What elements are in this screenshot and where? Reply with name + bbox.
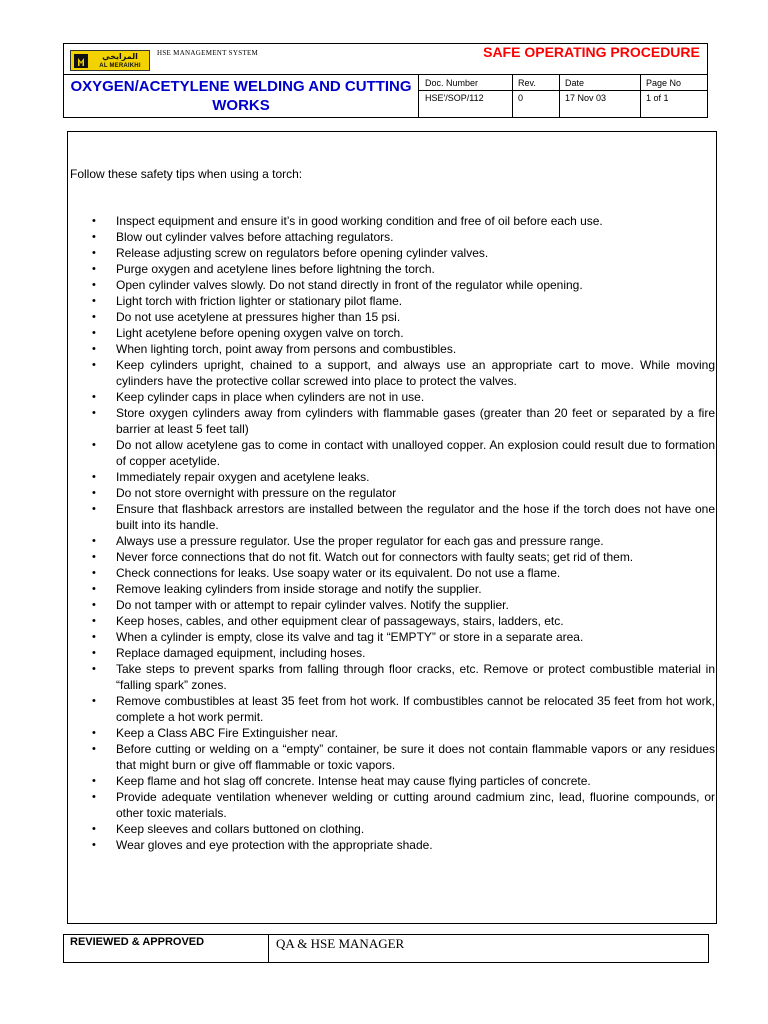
bullet-icon: •	[92, 311, 96, 323]
tip-text: Take steps to prevent sparks from falling through floor cracks, etc. Remove or protect combustible material in “falling spark” zones.	[116, 662, 715, 692]
list-item	[68, 725, 715, 741]
logo-m-icon	[74, 54, 88, 68]
bullet-icon: •	[92, 663, 96, 675]
page-no-value: 1 of 1	[646, 93, 669, 103]
list-item	[68, 549, 715, 565]
sop-title: SAFE OPERATING PROCEDURE	[483, 44, 700, 60]
tip-text: When lighting torch, point away from persons and combustibles.	[116, 342, 457, 356]
bullet-icon: •	[92, 263, 96, 275]
list-item	[68, 389, 715, 405]
bullet-icon: •	[92, 743, 96, 755]
bullet-icon: •	[92, 407, 96, 419]
bullet-icon: •	[92, 215, 96, 227]
intro-text: Follow these safety tips when using a torch:	[70, 167, 303, 181]
list-item	[68, 613, 715, 629]
bullet-icon: •	[92, 695, 96, 707]
list-item	[68, 229, 715, 245]
tip-text: Light torch with friction lighter or stationary pilot flame.	[116, 294, 403, 308]
bullet-icon: •	[92, 487, 96, 499]
list-item	[68, 645, 715, 661]
bullet-icon: •	[92, 343, 96, 355]
tip-text: Before cutting or welding on a “empty” container, be sure it does not contain flammable vapors or any residues that might burn or give off flammable or toxic vapors.	[116, 742, 715, 772]
tip-text: Never force connections that do not fit. Watch out for connectors with faulty seats; get rid of them.	[116, 550, 634, 564]
tip-text: Open cylinder valves slowly. Do not stand directly in front of the regulator while opening.	[116, 278, 583, 292]
management-system-label: HSE MANAGEMENT SYSTEM	[157, 49, 259, 57]
list-item	[68, 821, 715, 837]
bullet-icon: •	[92, 599, 96, 611]
date-label: Date	[565, 78, 585, 88]
list-item	[68, 437, 715, 469]
bullet-icon: •	[92, 583, 96, 595]
meta-divider-horizontal	[418, 90, 707, 91]
bullet-icon: •	[92, 247, 96, 259]
approver-role: QA & HSE MANAGER	[276, 936, 405, 951]
bullet-icon: •	[92, 535, 96, 547]
tip-text: Do not allow acetylene gas to come in contact with unalloyed copper. An explosion could result due to formation of copper acetylide.	[116, 438, 715, 468]
bullet-icon: •	[92, 439, 96, 451]
bullet-icon: •	[92, 727, 96, 739]
bullet-icon: •	[92, 615, 96, 627]
tip-text: Release adjusting screw on regulators before opening cylinder valves.	[116, 246, 489, 260]
tip-text: Do not use acetylene at pressures higher than 15 psi.	[116, 310, 401, 324]
header-divider-horizontal	[64, 74, 707, 75]
tip-text: Keep sleeves and collars buttoned on clothing.	[116, 822, 365, 836]
tip-text: Remove leaking cylinders from inside storage and notify the supplier.	[116, 582, 482, 596]
bullet-icon: •	[92, 503, 96, 515]
tip-text: Keep cylinders upright, chained to a support, and always use an appropriate cart to move. While moving cylinders have the protective collar screwed into place to protect the valves.	[116, 358, 715, 388]
list-item	[68, 405, 715, 437]
reviewed-approved-label: REVIEWED & APPROVED	[70, 936, 205, 948]
list-item	[68, 469, 715, 485]
page-no-label: Page No	[646, 78, 682, 88]
list-item	[68, 341, 715, 357]
bullet-icon: •	[92, 647, 96, 659]
list-item	[68, 661, 715, 693]
list-item	[68, 325, 715, 341]
tip-text: Keep a Class ABC Fire Extinguisher near.	[116, 726, 339, 740]
bullet-icon: •	[92, 567, 96, 579]
list-item	[68, 693, 715, 725]
rev-value: 0	[518, 93, 524, 103]
doc-number-value: HSE'/SOP/112	[425, 93, 484, 103]
tip-text: Keep cylinder caps in place when cylinders are not in use.	[116, 390, 425, 404]
list-item	[68, 581, 715, 597]
list-item	[68, 533, 715, 549]
bullet-icon: •	[92, 823, 96, 835]
meta-divider-vertical	[640, 74, 641, 117]
logo-arabic-text: المرايخي	[102, 52, 138, 61]
bullet-icon: •	[92, 359, 96, 371]
tip-text: Keep hoses, cables, and other equipment clear of passageways, stairs, ladders, etc.	[116, 614, 564, 628]
document-title: OXYGEN/ACETYLENE WELDING AND CUTTING WORKS	[70, 78, 412, 114]
list-item	[68, 293, 715, 309]
approval-footer	[63, 934, 709, 963]
list-item	[68, 789, 715, 821]
list-item	[68, 741, 715, 773]
list-item	[68, 629, 715, 645]
tip-text: Keep flame and hot slag off concrete. Intense heat may cause flying particles of concrete.	[116, 774, 591, 788]
bullet-icon: •	[92, 279, 96, 291]
bullet-icon: •	[92, 391, 96, 403]
date-value: 17 Nov 03	[565, 93, 607, 103]
tip-text: Do not store overnight with pressure on the regulator	[116, 486, 397, 500]
procedure-body	[67, 131, 717, 924]
tip-text: Replace damaged equipment, including hoses.	[116, 646, 366, 660]
tip-text: Provide adequate ventilation whenever welding or cutting around cadmium zinc, lead, fluorine compounds, or other toxic materials.	[116, 790, 715, 820]
tip-text: Purge oxygen and acetylene lines before lightning the torch.	[116, 262, 435, 276]
tip-text: Do not tamper with or attempt to repair cylinder valves. Notify the supplier.	[116, 598, 509, 612]
meta-divider-vertical	[559, 74, 560, 117]
tip-text: Immediately repair oxygen and acetylene leaks.	[116, 470, 370, 484]
bullet-icon: •	[92, 295, 96, 307]
list-item	[68, 485, 715, 501]
list-item	[68, 309, 715, 325]
tip-text: Remove combustibles at least 35 feet from hot work. If combustibles cannot be relocated 35 feet from hot work, complete a hot work permit.	[116, 694, 715, 724]
meta-divider-vertical	[418, 74, 419, 117]
company-logo	[70, 50, 150, 71]
tip-text: Store oxygen cylinders away from cylinders with flammable gases (greater than 20 feet or separated by a fire barrier at least 5 feet tall)	[116, 406, 715, 436]
rev-label: Rev.	[518, 78, 536, 88]
tip-text: Always use a pressure regulator. Use the proper regulator for each gas and pressure range.	[116, 534, 604, 548]
list-item	[68, 773, 715, 789]
safety-tips-list	[68, 213, 715, 853]
list-item	[68, 837, 715, 853]
list-item	[68, 277, 715, 293]
list-item	[68, 357, 715, 389]
bullet-icon: •	[92, 791, 96, 803]
tip-text: Check connections for leaks. Use soapy water or its equivalent. Do not use a flame.	[116, 566, 561, 580]
footer-divider	[268, 935, 269, 962]
bullet-icon: •	[92, 631, 96, 643]
bullet-icon: •	[92, 839, 96, 851]
tip-text: Light acetylene before opening oxygen valve on torch.	[116, 326, 404, 340]
bullet-icon: •	[92, 231, 96, 243]
tip-text: Wear gloves and eye protection with the appropriate shade.	[116, 838, 433, 852]
list-item	[68, 213, 715, 229]
bullet-icon: •	[92, 775, 96, 787]
list-item	[68, 245, 715, 261]
list-item	[68, 597, 715, 613]
list-item	[68, 261, 715, 277]
bullet-icon: •	[92, 471, 96, 483]
document-header	[63, 43, 708, 118]
list-item	[68, 565, 715, 581]
bullet-icon: •	[92, 327, 96, 339]
tip-text: Blow out cylinder valves before attaching regulators.	[116, 230, 394, 244]
meta-divider-vertical	[512, 74, 513, 117]
list-item	[68, 501, 715, 533]
bullet-icon: •	[92, 551, 96, 563]
tip-text: Ensure that flashback arrestors are installed between the regulator and the hose if the torch does not have one built into its handle.	[116, 502, 715, 532]
logo-english-text: AL MERAIKHI	[99, 63, 141, 69]
tip-text: Inspect equipment and ensure it’s in good working condition and free of oil before each use.	[116, 214, 603, 228]
doc-number-label: Doc. Number	[425, 78, 479, 88]
tip-text: When a cylinder is empty, close its valve and tag it “EMPTY” or store in a separate area.	[116, 630, 584, 644]
